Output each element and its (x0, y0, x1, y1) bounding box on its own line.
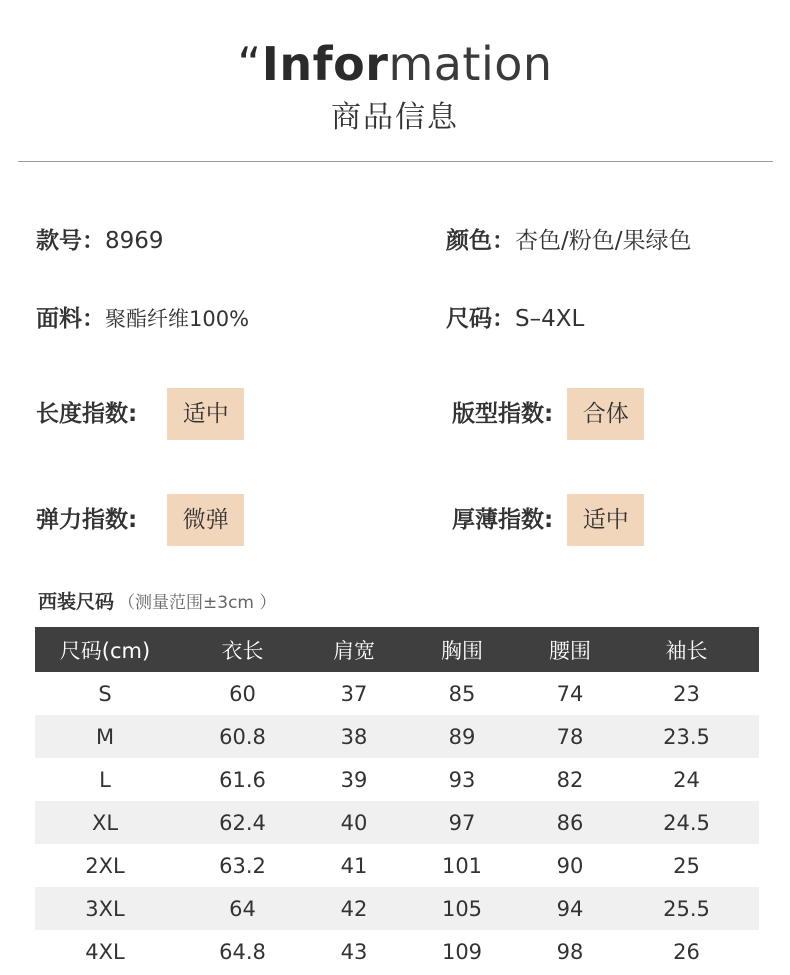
size-info (446, 304, 584, 334)
table-cell: 60.8 (175, 715, 310, 758)
size-label: 尺码： (446, 306, 515, 332)
table-cell: 4XL (85, 939, 125, 964)
color-value: 杏色/粉色/果绿色 (515, 228, 692, 254)
table-row (35, 801, 759, 844)
table-cell: 23.5 (614, 715, 759, 758)
header-cell: 袖长 (614, 627, 759, 672)
elastic-index-badge: 微弹 (167, 494, 244, 546)
table-cell: 82 (556, 767, 584, 792)
table-cell: 63.2 (219, 853, 266, 878)
table-cell: 78 (526, 715, 614, 758)
table-row (35, 930, 759, 973)
table-cell: L (99, 767, 111, 792)
table-cell: 86 (526, 801, 614, 844)
table-row (35, 672, 759, 715)
table-cell: 38 (310, 715, 398, 758)
table-header-row (35, 627, 759, 672)
size-chart-note: （测量范围±3cm ） (118, 593, 277, 613)
length-index-label: 长度指数: (36, 401, 138, 427)
size-chart-title (38, 587, 276, 614)
size-table (35, 627, 759, 973)
table-cell: 64.8 (219, 939, 266, 964)
header-cell: 胸围 (398, 627, 526, 672)
header-divider (18, 161, 773, 162)
thickness-index-badge: 适中 (567, 494, 644, 546)
table-row (35, 887, 759, 930)
quote-mark: “ (237, 37, 262, 91)
table-cell: 74 (556, 681, 584, 706)
table-cell: 39 (340, 767, 368, 792)
table-cell: 101 (441, 853, 483, 878)
table-cell: 26 (673, 939, 700, 964)
header-cell: 肩宽 (310, 627, 398, 672)
table-cell: 98 (556, 939, 584, 964)
table-cell: 94 (526, 887, 614, 930)
table-cell: 25 (673, 853, 700, 878)
style-number (36, 226, 164, 256)
fit-index (452, 388, 644, 440)
table-cell: 41 (340, 853, 368, 878)
fabric-label: 面料： (36, 306, 105, 332)
table-cell: 42 (310, 887, 398, 930)
table-row (35, 715, 759, 758)
thickness-index-label: 厚薄指数: (452, 507, 554, 533)
style-number-label: 款号： (36, 228, 105, 254)
table-cell: 85 (448, 681, 476, 706)
table-cell: 89 (398, 715, 526, 758)
table-cell: 43 (340, 939, 368, 964)
elastic-index-label: 弹力指数: (36, 507, 138, 533)
table-cell: 25.5 (614, 887, 759, 930)
table-cell: 93 (448, 767, 476, 792)
table-cell: 37 (340, 681, 368, 706)
table-cell: 62.4 (175, 801, 310, 844)
table-cell: 61.6 (219, 767, 266, 792)
table-cell: 64 (175, 887, 310, 930)
length-index (36, 388, 244, 440)
table-cell: 60 (229, 681, 256, 706)
table-cell: 2XL (85, 853, 125, 878)
header-cell: 衣长 (175, 627, 310, 672)
title-english (0, 36, 790, 92)
table-row (35, 844, 759, 887)
size-value: S–4XL (515, 306, 585, 332)
title-light-part: mation (388, 37, 553, 91)
size-chart-heading: 西装尺码 (38, 591, 115, 613)
fit-index-badge: 合体 (567, 388, 644, 440)
table-cell: XL (35, 801, 175, 844)
table-row (35, 758, 759, 801)
color-label: 颜色： (446, 228, 515, 254)
table-cell: 23 (673, 681, 700, 706)
title-chinese: 商品信息 (331, 100, 459, 135)
table-cell: 97 (398, 801, 526, 844)
fit-index-label: 版型指数: (452, 401, 554, 427)
color-info (446, 226, 692, 256)
table-cell: 90 (556, 853, 584, 878)
table-cell: 3XL (35, 887, 175, 930)
page-header (0, 36, 790, 138)
fabric-value: 聚酯纤维100% (105, 307, 250, 331)
table-cell: M (35, 715, 175, 758)
table-cell: S (98, 681, 112, 706)
length-index-badge: 适中 (167, 388, 244, 440)
table-cell: 105 (398, 887, 526, 930)
table-cell: 40 (310, 801, 398, 844)
style-number-value: 8969 (105, 228, 164, 254)
table-cell: 24 (673, 767, 700, 792)
table-cell: 109 (441, 939, 483, 964)
table-cell: 24.5 (614, 801, 759, 844)
thickness-index (452, 494, 644, 546)
header-cell: 腰围 (526, 627, 614, 672)
header-cell: 尺码(cm) (35, 627, 175, 672)
title-bold-part: Infor (261, 37, 389, 91)
fabric-info (36, 304, 249, 334)
elastic-index (36, 494, 244, 546)
